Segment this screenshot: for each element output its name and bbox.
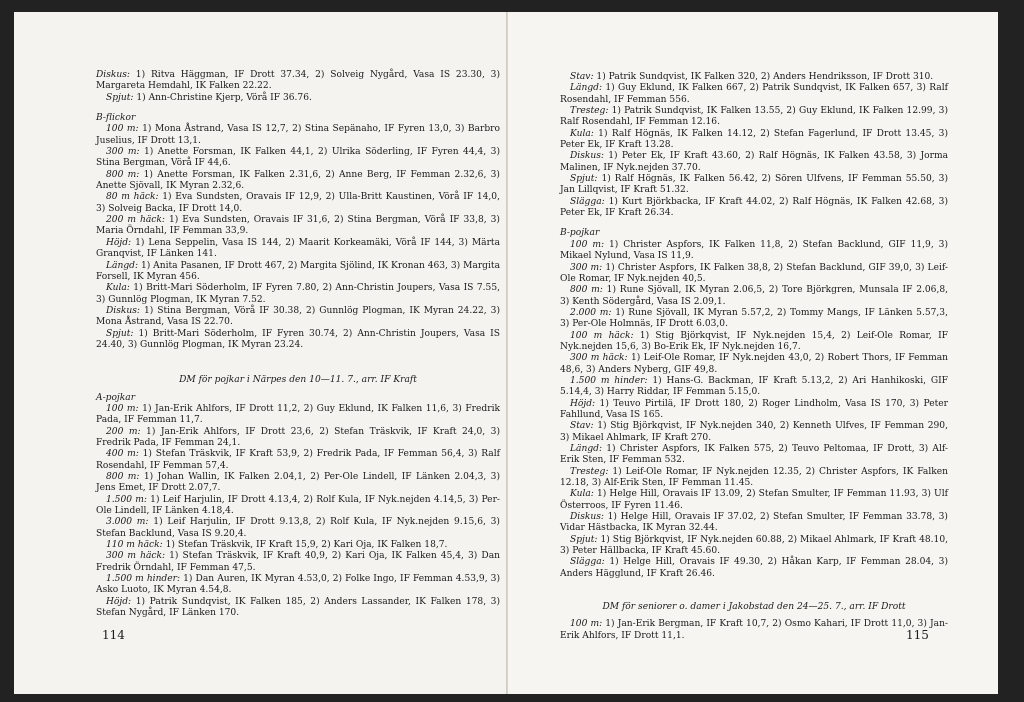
result-line: Längd: 1) Christer Aspfors, IK Falken 575, 2) Teuvo Peltomaa, IF Drott, 3) Alf-Erik Sten, IF Femman 532.	[560, 444, 948, 466]
result-line: 100 m: 1) Jan-Erik Bergman, IF Kraft 10,7, 2) Osmo Kahari, IF Drott 11,0, 3) Jan-Erik Ahlfors, IF Drott 11,1.	[560, 619, 948, 641]
result-line: Diskus: 1) Helge Hill, Oravais IF 37.02, 2) Stefan Smulter, IF Femman 33.78, 3) Vidar Hästbacka, IK Myran 32.44.	[560, 512, 948, 534]
result-line: 400 m: 1) Stefan Träskvik, IF Kraft 53,9, 2) Fredrik Pada, IF Femman 56,4, 3) Ralf Rosendahl, IF Femman 57,4.	[96, 449, 500, 471]
section-heading: B-flickor	[96, 113, 136, 124]
result-line: Kula: 1) Britt-Mari Söderholm, IF Fyren 7.80, 2) Ann-Christin Joupers, Vasa IS 7.55, 3) Gunnlög Plogman, IK Myran 7.52.	[96, 283, 500, 305]
page-number: 114	[102, 628, 125, 642]
result-line: 800 m: 1) Johan Wallin, IK Falken 2.04,1, 2) Per-Ole Lindell, IF Länken 2.04,3, 3) Jens Emet, IF Drott 2.07,7.	[96, 472, 501, 494]
result-line: 200 m häck: 1) Eva Sundsten, Oravais IF 31,6, 2) Stina Bergman, Vörå IF 33,8, 3) Maria Örndahl, IF Femman 33,9.	[96, 215, 500, 237]
result-line: 100 m häck: 1) Stig Björkqvist, IF Nyk.nejden 15,4, 2) Leif-Ole Romar, IF Nyk.nejden 15,6, 3) Bo-Erik Ek, IF Nyk.nejden 16,7.	[560, 330, 948, 352]
section-heading: B-pojkar	[560, 228, 600, 239]
result-line: 1.500 m hinder: 1) Dan Auren, IK Myran 4.53,0, 2) Folke Ingo, IF Femman 4.53,9, 3) Asko Luoto, IK Myran 4.54,8.	[96, 574, 500, 596]
result-line: Kula: 1) Helge Hill, Oravais IF 13.09, 2) Stefan Smulter, IF Femman 11.93, 3) Ulf Österroos, IF Fyren 11.46.	[560, 489, 948, 511]
event-heading: DM för pojkar i Närpes den 10—11. 7., arr. IF Kraft	[179, 375, 417, 386]
result-line: 3.000 m: 1) Leif Harjulin, IF Drott 9.13,8, 2) Rolf Kula, IF Nyk.nejden 9.15,6, 3) Stefan Backlund, Vasa IS 9.20,4.	[96, 517, 500, 539]
result-line: Spjut: 1) Stig Björkqvist, IF Nyk.nejden 60.88, 2) Mikael Ahlmark, IF Kraft 48.10, 3) Peter Hällbacka, IF Kraft 45.60.	[560, 534, 948, 557]
result-line: 100 m: 1) Mona Åstrand, Vasa IS 12,7, 2) Stina Sepänaho, IF Fyren 13,0, 3) Barbro Juselius, IF Drott 13,1.	[96, 124, 501, 146]
result-line: Stav: 1) Stig Björkqvist, IF Nyk.nejden 340, 2) Kenneth Ulfves, IF Femman 290, 3) Mikael Ahlmark, IF Kraft 270.	[560, 421, 948, 443]
result-line: Längd: 1) Anita Pasanen, IF Drott 467, 2) Margita Sjölind, IK Kronan 463, 3) Margita Forsell, IK Myran 456.	[96, 260, 500, 282]
result-line: Tresteg: 1) Patrik Sundqvist, IK Falken 13.55, 2) Guy Eklund, IK Falken 12.99, 3) Ralf Rosendahl, IF Femman 12.16.	[560, 106, 948, 128]
result-line: 800 m: 1) Rune Sjövall, IK Myran 2.06,5, 2) Tore Björkgren, Munsala IF 2.06,8, 3) Kenth Södergård, Vasa IS 2.09,1.	[560, 285, 949, 307]
left-page	[14, 12, 508, 694]
page-number: 115	[906, 628, 929, 642]
result-line: Spjut: 1) Ann-Christine Kjerp, Vörå IF 36.76.	[106, 92, 312, 103]
result-line: 100 m: 1) Christer Aspfors, IK Falken 11,8, 2) Stefan Backlund, GIF 11,9, 3) Mikael Nylund, Vasa IS 11,9.	[560, 239, 948, 262]
result-line: 110 m häck: 1) Stefan Träskvik, IF Kraft 15,9, 2) Kari Oja, IK Falken 18,7.	[106, 540, 448, 551]
result-line: Spjut: 1) Ralf Högnäs, IK Falken 56.42, 2) Sören Ulfvens, IF Femman 55.50, 3) Jan Lillqvist, IF Kraft 51.32.	[560, 174, 948, 196]
right-text-column	[560, 72, 948, 642]
result-line: Diskus: 1) Ritva Häggman, IF Drott 37.34, 2) Solveig Nygård, Vasa IS 23.30, 3) Margareta Hemdahl, IK Falken 22.22.	[96, 70, 500, 92]
result-line: 200 m: 1) Jan-Erik Ahlfors, IF Drott 23,6, 2) Stefan Träskvik, IF Kraft 24,0, 3) Fredrik Pada, IF Femman 24,1.	[96, 426, 500, 448]
result-line: 300 m häck: 1) Leif-Ole Romar, IF Nyk.nejden 43,0, 2) Robert Thors, IF Femman 48,6, 3) Anders Nyberg, GIF 49,8.	[560, 353, 948, 375]
result-line: Slägga: 1) Kurt Björkbacka, IF Kraft 44.02, 2) Ralf Högnäs, IK Falken 42.68, 3) Peter Ek, IF Kraft 26.34.	[560, 196, 948, 219]
result-line: 80 m häck: 1) Eva Sundsten, Oravais IF 12,9, 2) Ulla-Britt Kaustinen, Vörå IF 14,0, 3) Solveig Backa, IF Drott 14,0.	[96, 192, 500, 214]
result-line: Höjd: 1) Patrik Sundqvist, IK Falken 185, 2) Anders Lassander, IK Falken 178, 3) Stefan Nygård, IF Länken 170.	[96, 596, 500, 619]
result-line: Tresteg: 1) Leif-Ole Romar, IF Nyk.nejden 12.35, 2) Christer Aspfors, IK Falken 12.18, 3) Alf-Erik Sten, IF Femman 11.45.	[560, 466, 948, 489]
result-line: Höjd: 1) Lena Seppelin, Vasa IS 144, 2) Maarit Korkeamäki, Vörå IF 144, 3) Märta Granqvist, IF Länken 141.	[96, 237, 500, 260]
result-line: 300 m: 1) Christer Aspfors, IK Falken 38,8, 2) Stefan Backlund, GIF 39,0, 3) Leif-Ole Romar, IF Nyk.nejden 40,5.	[560, 262, 949, 284]
result-line: Diskus: 1) Stina Bergman, Vörå IF 30.38, 2) Gunnlög Plogman, IK Myran 24.22, 3) Mona Åstrand, Vasa IS 22.70.	[96, 305, 500, 328]
result-line: 2.000 m: 1) Rune Sjövall, IK Myran 5.57,2, 2) Tommy Mangs, IF Länken 5.57,3, 3) Per-Ole Holmnäs, IF Drott 6.03,0.	[560, 307, 948, 330]
result-line: Höjd: 1) Teuvo Pirtilä, IF Drott 180, 2) Roger Lindholm, Vasa IS 170, 3) Peter Fahllund, Vasa IS 165.	[560, 398, 948, 420]
result-line: Kula: 1) Ralf Högnäs, IK Falken 14.12, 2) Stefan Fagerlund, IF Drott 13.45, 3) Peter Ek, IF Kraft 13.28.	[560, 128, 948, 151]
result-line: Diskus: 1) Peter Ek, IF Kraft 43.60, 2) Ralf Högnäs, IK Falken 43.58, 3) Jorma Malinen, IF Nyk.nejden 37.70.	[560, 151, 948, 173]
result-line: 1.500 m hinder: 1) Hans-G. Backman, IF Kraft 5.13,2, 2) Ari Hanhikoski, GIF 5.14,4, 3) Harry Riddar, IF Femman 5.15,0.	[560, 375, 948, 398]
result-line: 300 m häck: 1) Stefan Träskvik, IF Kraft 40,9, 2) Kari Oja, IK Falken 45,4, 3) Dan Fredrik Örndahl, IF Femman 47,5.	[96, 551, 500, 573]
result-line: Stav: 1) Patrik Sundqvist, IK Falken 320, 2) Anders Hendriksson, IF Drott 310.	[570, 72, 934, 82]
right-page	[508, 12, 998, 694]
event-heading: DM för seniorer o. damer i Jakobstad den 24—25. 7., arr. IF Drott	[602, 602, 906, 613]
result-line: 100 m: 1) Jan-Erik Ahlfors, IF Drott 11,2, 2) Guy Eklund, IK Falken 11,6, 3) Fredrik Pada, IF Femman 11,7.	[96, 403, 500, 426]
result-line: Slägga: 1) Helge Hill, Oravais IF 49.30, 2) Håkan Karp, IF Femman 28.04, 3) Anders Hägglund, IF Kraft 26.46.	[560, 557, 948, 579]
result-line: 1.500 m: 1) Leif Harjulin, IF Drott 4.13,4, 2) Rolf Kula, IF Nyk.nejden 4.14,5, 3) Per-Ole Lindell, IF Länken 4.18,4.	[96, 494, 500, 517]
result-line: 300 m: 1) Anette Forsman, IK Falken 44,1, 2) Ulrika Söderling, IF Fyren 44,4, 3) Stina Bergman, Vörå IF 44,6.	[96, 147, 500, 169]
result-line: 800 m: 1) Anette Forsman, IK Falken 2.31,6, 2) Anne Berg, IF Femman 2.32,6, 3) Anette Sjövall, IK Myran 2.32,6.	[96, 169, 500, 192]
section-heading: A-pojkar	[96, 392, 136, 403]
result-line: Spjut: 1) Britt-Mari Söderholm, IF Fyren 30.74, 2) Ann-Christin Joupers, Vasa IS 24.40, 3) Gunnlög Plogman, IK Myran 23.24.	[96, 328, 500, 350]
left-text-column	[96, 70, 500, 619]
result-line: Längd: 1) Guy Eklund, IK Falken 667, 2) Patrik Sundqvist, IK Falken 657, 3) Ralf Rosendahl, IF Femman 556.	[560, 83, 948, 105]
